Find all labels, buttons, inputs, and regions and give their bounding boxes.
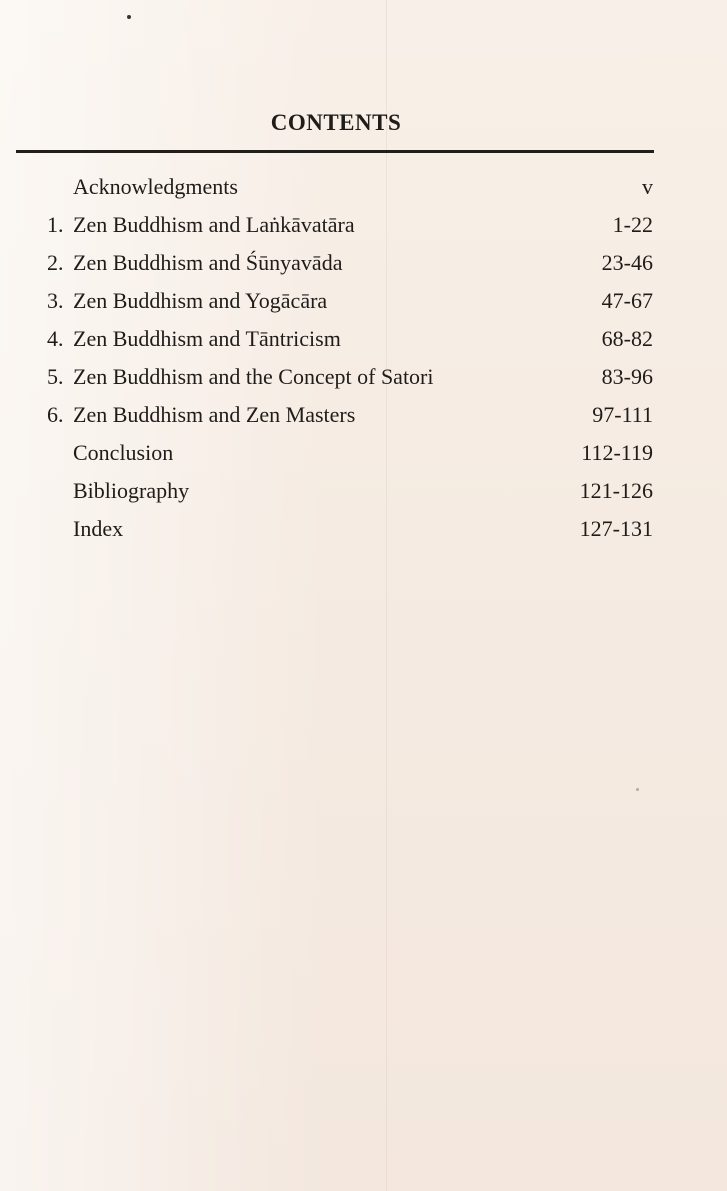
toc-entry-pages: 83-96 xyxy=(601,364,653,389)
toc-entry-title: Zen Buddhism and Yogācāra xyxy=(73,288,328,313)
toc-entry-title: Zen Buddhism and the Concept of Satori xyxy=(73,364,434,389)
toc-entry-title: Acknowledgments xyxy=(73,174,238,199)
toc-entry-title: Zen Buddhism and Zen Masters xyxy=(73,402,356,427)
contents-heading: CONTENTS xyxy=(270,110,402,135)
toc-entry-number: 4. xyxy=(47,326,64,351)
toc-entry-number: 6. xyxy=(47,402,64,427)
toc-entry xyxy=(0,282,727,320)
toc-entry-pages: 121-126 xyxy=(579,478,653,503)
toc-entry-title: Index xyxy=(73,516,124,541)
toc-entry-title: Zen Buddhism and Śūnyavāda xyxy=(73,250,343,275)
toc-entry-number: 3. xyxy=(47,288,64,313)
toc-entry-pages: 127-131 xyxy=(579,516,653,541)
toc-entry-number: 1. xyxy=(47,212,64,237)
toc-entry-title: Bibliography xyxy=(73,478,190,503)
ink-speck xyxy=(127,15,131,19)
toc-entry xyxy=(0,472,727,510)
toc-entry xyxy=(0,396,727,434)
toc-entry xyxy=(0,206,727,244)
toc-entry xyxy=(0,510,727,548)
toc-entry-title: Conclusion xyxy=(73,440,174,465)
heading-rule xyxy=(16,150,654,153)
toc-entry-pages: 112-119 xyxy=(581,440,653,465)
toc-entry xyxy=(0,358,727,396)
toc-entry-number: 2. xyxy=(47,250,64,275)
toc-entry-title: Zen Buddhism and Tāntricism xyxy=(73,326,341,351)
toc-entry-pages: 1-22 xyxy=(612,212,653,237)
toc-entry xyxy=(0,434,727,472)
toc-entry-pages: 47-67 xyxy=(601,288,653,313)
toc-entry xyxy=(0,168,727,206)
toc-entry xyxy=(0,320,727,358)
toc-entry-pages: 97-111 xyxy=(592,402,653,427)
toc-entry-number: 5. xyxy=(47,364,64,389)
toc-entry-pages: 23-46 xyxy=(601,250,653,275)
toc-entry xyxy=(0,244,727,282)
toc-entry-title: Zen Buddhism and Laṅkāvatāra xyxy=(73,212,355,237)
toc-entry-pages: 68-82 xyxy=(601,326,653,351)
toc-entry-pages: v xyxy=(642,174,653,199)
ink-speck xyxy=(636,788,639,791)
